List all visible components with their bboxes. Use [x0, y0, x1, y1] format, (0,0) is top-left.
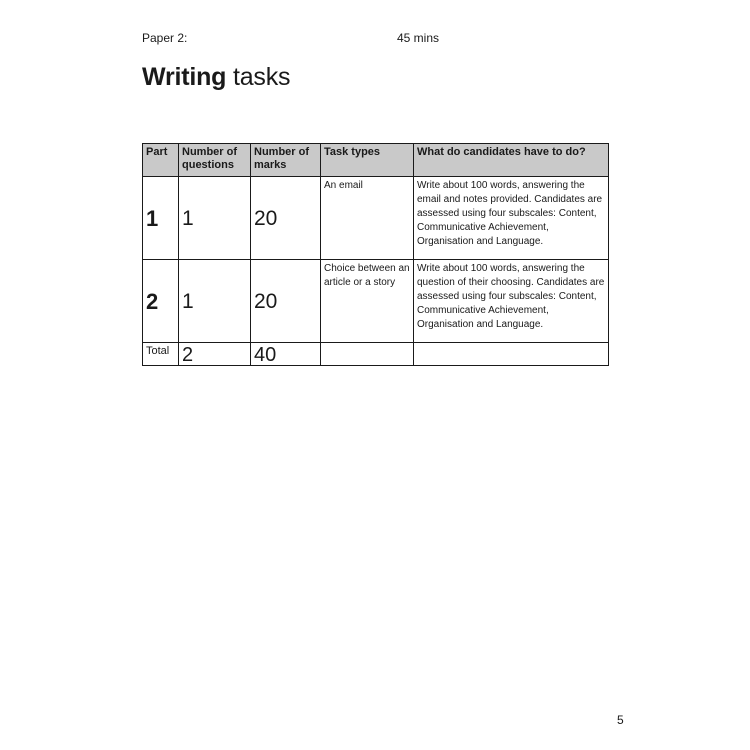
task-type: Choice between an article or a story: [321, 260, 414, 343]
part-number: 1: [143, 177, 179, 260]
writing-tasks-table: [142, 143, 609, 366]
total-label: Total: [143, 343, 179, 366]
total-questions: 2: [179, 343, 251, 366]
header-number-of-marks: Number of marks: [251, 144, 321, 177]
marks-count: 20: [251, 260, 321, 343]
part-number: 2: [143, 260, 179, 343]
table-row: [143, 260, 609, 343]
table-row: [143, 177, 609, 260]
questions-count: 1: [179, 177, 251, 260]
task-type: An email: [321, 177, 414, 260]
total-description-empty: [414, 343, 609, 366]
task-description: Write about 100 words, answering the email and notes provided. Candidates are assessed using four subscales: Content, Communicative Achievement, Organisation and Language.: [414, 177, 609, 260]
total-marks: 40: [251, 343, 321, 366]
header-number-of-questions: Number of questions: [179, 144, 251, 177]
header-task-types: Task types: [321, 144, 414, 177]
page-title-bold: Writing: [142, 63, 227, 91]
header-part: Part: [143, 144, 179, 177]
duration-label: 45 mins: [397, 31, 440, 45]
total-row: [143, 343, 609, 366]
page-title: [142, 63, 290, 92]
page-number: 5: [617, 713, 624, 727]
page-title-rest: tasks: [226, 63, 291, 91]
task-description: Write about 100 words, answering the question of their choosing. Candidates are assessed using four subscales: Content, Communicative Achievement, Organisation and Language.: [414, 260, 609, 343]
questions-count: 1: [179, 260, 251, 343]
total-task-type-empty: [321, 343, 414, 366]
header-candidate-requirements: What do candidates have to do?: [414, 144, 609, 177]
marks-count: 20: [251, 177, 321, 260]
paper-label: Paper 2:: [142, 31, 188, 45]
table-header-row: [143, 144, 609, 177]
